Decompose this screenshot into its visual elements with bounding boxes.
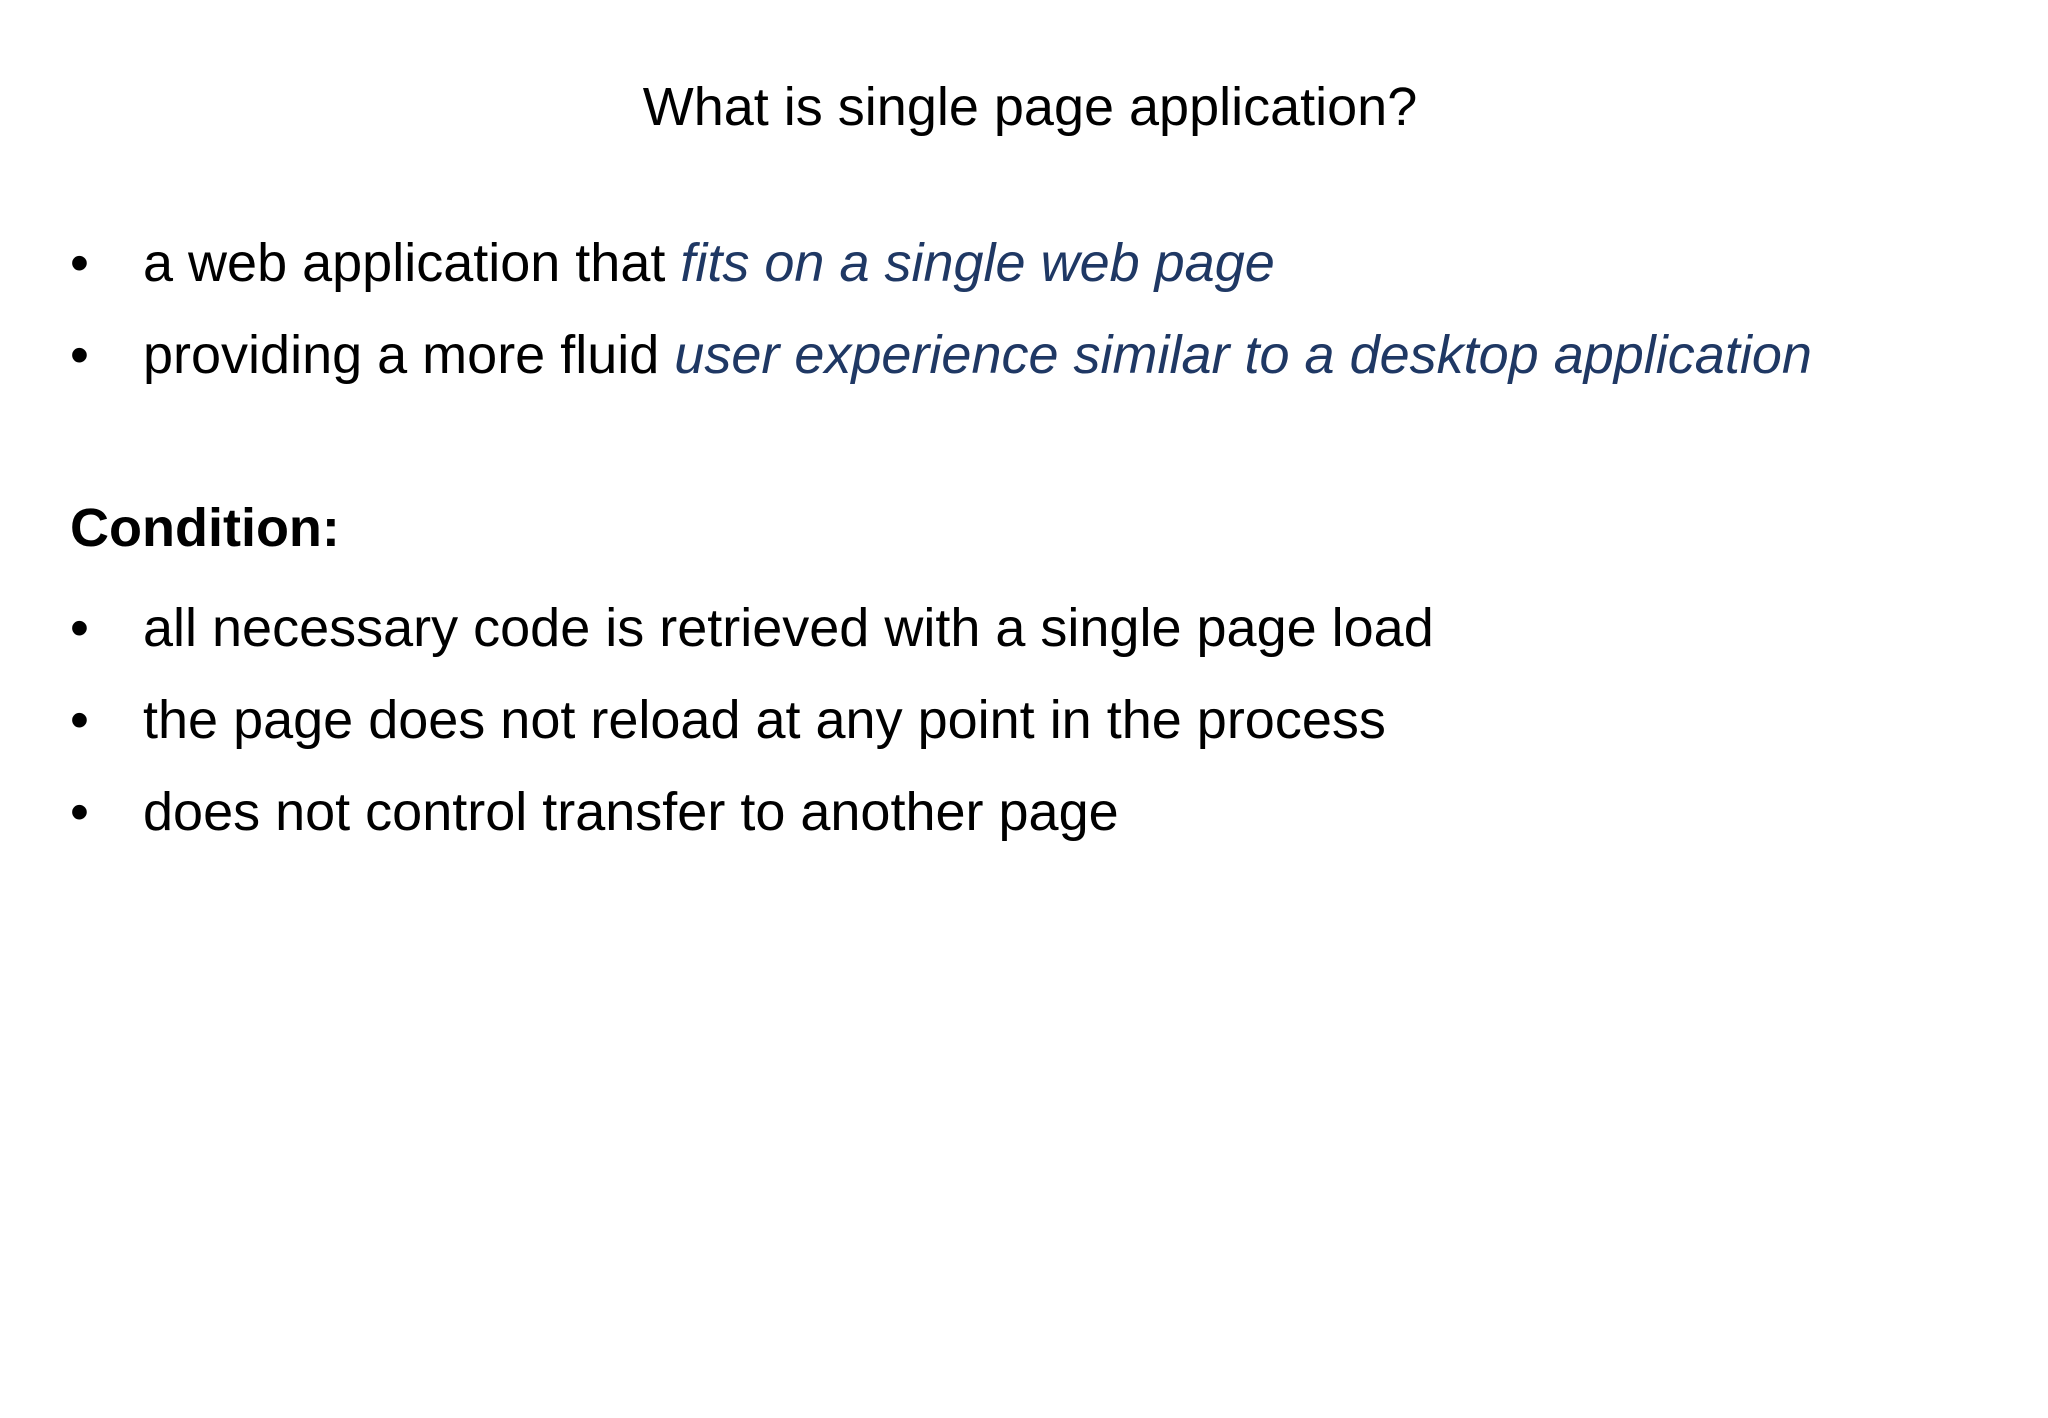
condition-item-no-transfer <box>70 766 2030 858</box>
intro-bullet-list <box>70 217 2030 401</box>
bullet-text <box>143 309 1812 401</box>
condition-bullet-list <box>70 582 2030 858</box>
bullet-icon: • <box>70 233 89 293</box>
condition-item-no-reload <box>70 674 2030 766</box>
bullet-plain-text: a web application that <box>143 233 681 293</box>
bullet-icon: • <box>70 690 89 750</box>
bullet-emphasis-text: fits on a single web page <box>680 233 1275 293</box>
condition-text: the page does not reload at any point in the process <box>143 690 1386 750</box>
bullet-item-user-experience <box>70 309 2030 401</box>
condition-item-single-load <box>70 582 2030 674</box>
bullet-plain-text: providing a more fluid <box>143 325 675 385</box>
bullet-icon: • <box>70 325 89 385</box>
slide-title: What is single page application? <box>642 77 1418 137</box>
bullet-icon: • <box>70 598 89 658</box>
bullet-text <box>143 217 1275 309</box>
condition-text: does not control transfer to another page <box>143 782 1119 842</box>
condition-heading: Condition: <box>70 498 340 558</box>
bullet-item-web-application <box>70 217 2030 309</box>
condition-text: all necessary code is retrieved with a single page load <box>143 598 1434 658</box>
bullet-icon: • <box>70 782 89 842</box>
bullet-emphasis-text: user experience similar to a desktop application <box>674 325 1812 385</box>
